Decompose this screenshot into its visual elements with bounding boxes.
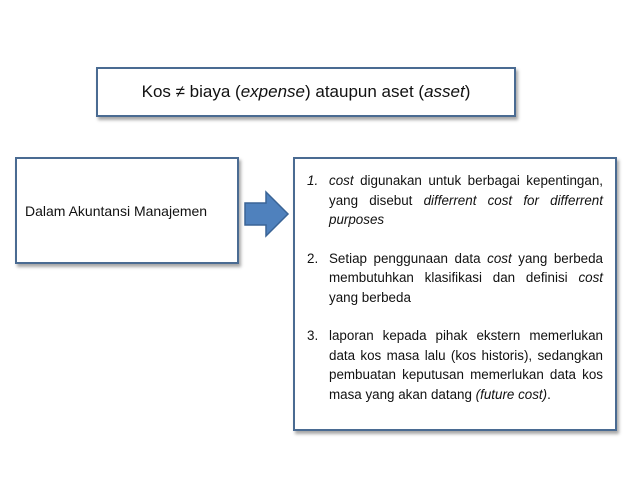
title-suffix: ) bbox=[464, 82, 471, 101]
list-item-text bbox=[329, 249, 603, 308]
list-item-text-part: yang berbeda bbox=[329, 289, 411, 305]
list-item-text-part: differrent cost for differrent purposes bbox=[329, 192, 603, 227]
list-item-text-part: digunakan untuk berbagai kepentingan, yang disebut bbox=[329, 173, 603, 208]
title-middle: ) ataupun aset ( bbox=[305, 82, 425, 101]
list-item-text-part: (future cost) bbox=[475, 386, 548, 402]
list-item-text-part: cost bbox=[329, 173, 354, 188]
list-item bbox=[307, 171, 603, 230]
title-text bbox=[142, 82, 471, 102]
list-item-text bbox=[329, 171, 603, 230]
left-box-label: Dalam Akuntansi Manajemen bbox=[25, 202, 208, 219]
list-item bbox=[307, 249, 603, 308]
list-item bbox=[307, 326, 603, 404]
list-item-text-part: yang berbeda membutuhkan klasifikasi dan definisi bbox=[329, 250, 603, 285]
list-item-number: 2. bbox=[307, 250, 319, 266]
left-box bbox=[15, 157, 239, 264]
title-box bbox=[96, 67, 516, 117]
title-asset: asset bbox=[424, 82, 465, 101]
list-item-text-part: cost bbox=[487, 250, 512, 266]
list-item-number: 1. bbox=[307, 173, 319, 188]
list-item-text bbox=[329, 326, 603, 404]
list-item-number: 3. bbox=[307, 328, 319, 343]
title-expense: expense bbox=[240, 82, 305, 101]
list-item-text-part: laporan kepada pihak ekstern memerlukan data kos masa lalu (kos historis), sedangkan pembuatan keputusan memerlukan data kos masa yang akan datang bbox=[329, 328, 603, 402]
title-prefix: Kos ≠ biaya ( bbox=[141, 82, 241, 101]
item-list bbox=[307, 171, 603, 404]
list-item-text-part: Setiap penggunaan data bbox=[329, 250, 488, 266]
right-arrow-icon bbox=[244, 190, 290, 238]
right-box bbox=[293, 157, 617, 431]
list-item-text-part: cost bbox=[578, 270, 603, 285]
list-item-text-part: . bbox=[547, 386, 551, 402]
